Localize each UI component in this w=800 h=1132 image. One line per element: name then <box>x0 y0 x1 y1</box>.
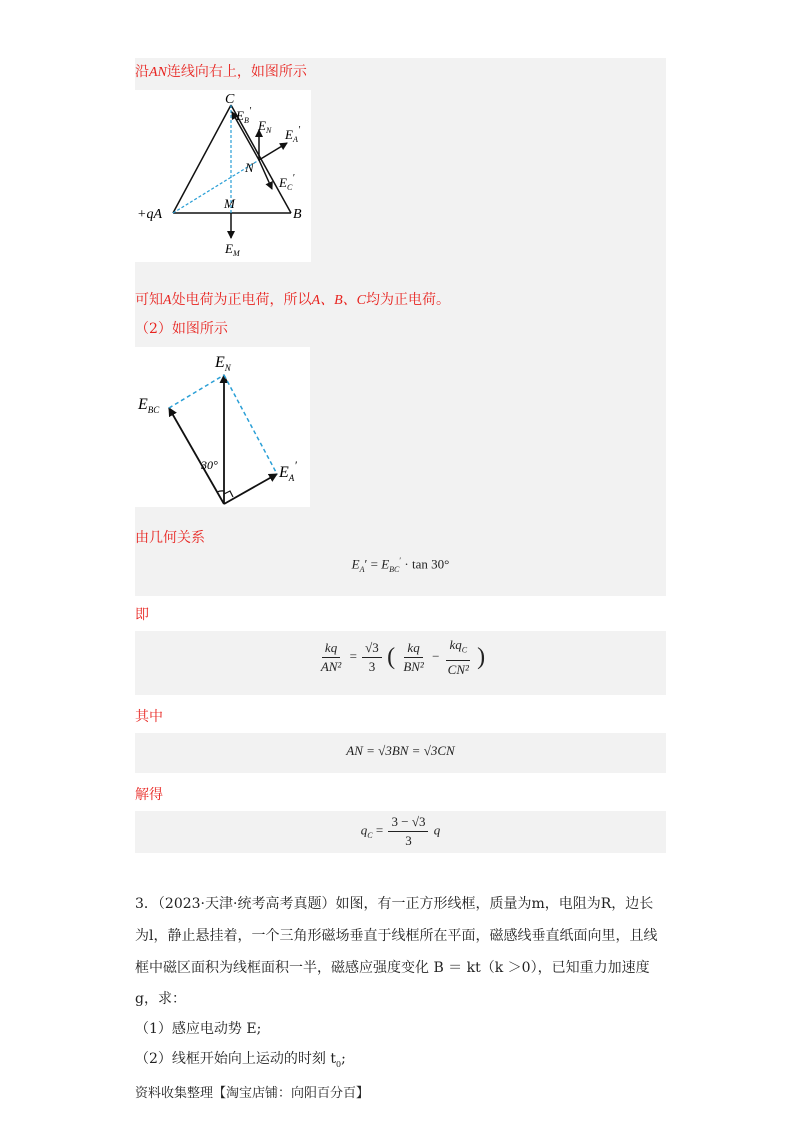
right-angle-mark <box>224 491 233 497</box>
answer-geometry: 由几何关系 <box>135 530 205 546</box>
question-sub-1: （1）感应电动势 E; <box>135 1021 262 1037</box>
label-n: N <box>245 160 254 175</box>
equation-3: AN = √3BN = √3CN <box>346 743 455 758</box>
label-ea2: $E_A'$ <box>279 458 297 483</box>
question-line-4: g，求： <box>135 991 186 1007</box>
arrow-ea2 <box>224 474 277 504</box>
label-eb: $E_B'$ <box>236 106 252 125</box>
label-a: +qA <box>137 207 162 222</box>
answer-line-1: 沿AN连线向右上，如图所示 <box>135 64 307 80</box>
triangle-side-ac <box>173 105 231 213</box>
question-line-3: 框中磁区面积为线框面积一半，磁感应强度变化 B ＝ kt（k ＞0），已知重力加速度 <box>135 960 650 976</box>
label-c: C <box>225 92 235 107</box>
arrow-ea <box>259 143 287 160</box>
triangle-diagram <box>135 90 311 262</box>
angle-arc <box>217 491 224 492</box>
arrow-ebc <box>169 408 224 504</box>
vector-diagram <box>135 347 310 507</box>
question-source: （2023·天津·统考高考真题） <box>157 896 336 912</box>
question-line-1: 3．（2023·天津·统考高考真题）如图，有一正方形线框，质量为m，电阻为R，边长 <box>135 896 654 912</box>
dashed-ebc-en <box>169 375 224 408</box>
footer-note: 资料收集整理【淘宝店铺：向阳百分百】 <box>135 1086 370 1101</box>
answer-part-2: （2）如图所示 <box>135 321 228 337</box>
label-ea: $E_A'$ <box>285 125 301 144</box>
label-ec: $E_C'$ <box>279 173 295 192</box>
figure-vector-sum <box>135 347 310 507</box>
label-m: M <box>224 196 235 211</box>
label-en2: $E_N$ <box>215 354 231 373</box>
answer-conclusion: 可知A处电荷为正电荷，所以A、B、C均为正电荷。 <box>135 292 451 308</box>
label-ebc: $E_{BC}$ <box>138 396 160 415</box>
label-en: $E_N$ <box>258 118 272 135</box>
question-number: 3． <box>135 896 158 912</box>
label-b: B <box>293 207 302 222</box>
equation-2: $\frac{kq}{\text{AN²}}$ = $\frac{√3}{3}$ ( $\frac{kq}{\text{BN²}}$ − $\frac{kq_C}{\text{CN²}}$ ) <box>320 637 486 677</box>
label-em: $E_M$ <box>225 241 240 258</box>
question-line-2: 为l，静止悬挂着，一个三角形磁场垂直于线框所在平面，磁感线垂直纸面向里，且线 <box>135 928 658 944</box>
dashed-en-ea <box>224 375 277 474</box>
equation-4: $q_C$ = $\frac{3 - √3}{3}$ q <box>360 814 441 848</box>
figure-triangle-fields <box>135 90 311 262</box>
answer-jiede: 解得 <box>135 787 163 803</box>
label-angle: 30° <box>201 458 218 472</box>
equation-1: $E_A' = E_{BC}' \cdot \tan 30^\circ$ <box>351 556 450 574</box>
question-sub-2: （2）线框开始向上运动的时刻 $t_0$; <box>135 1051 346 1069</box>
answer-qizhong: 其中 <box>135 709 163 725</box>
answer-ji: 即 <box>135 607 149 623</box>
